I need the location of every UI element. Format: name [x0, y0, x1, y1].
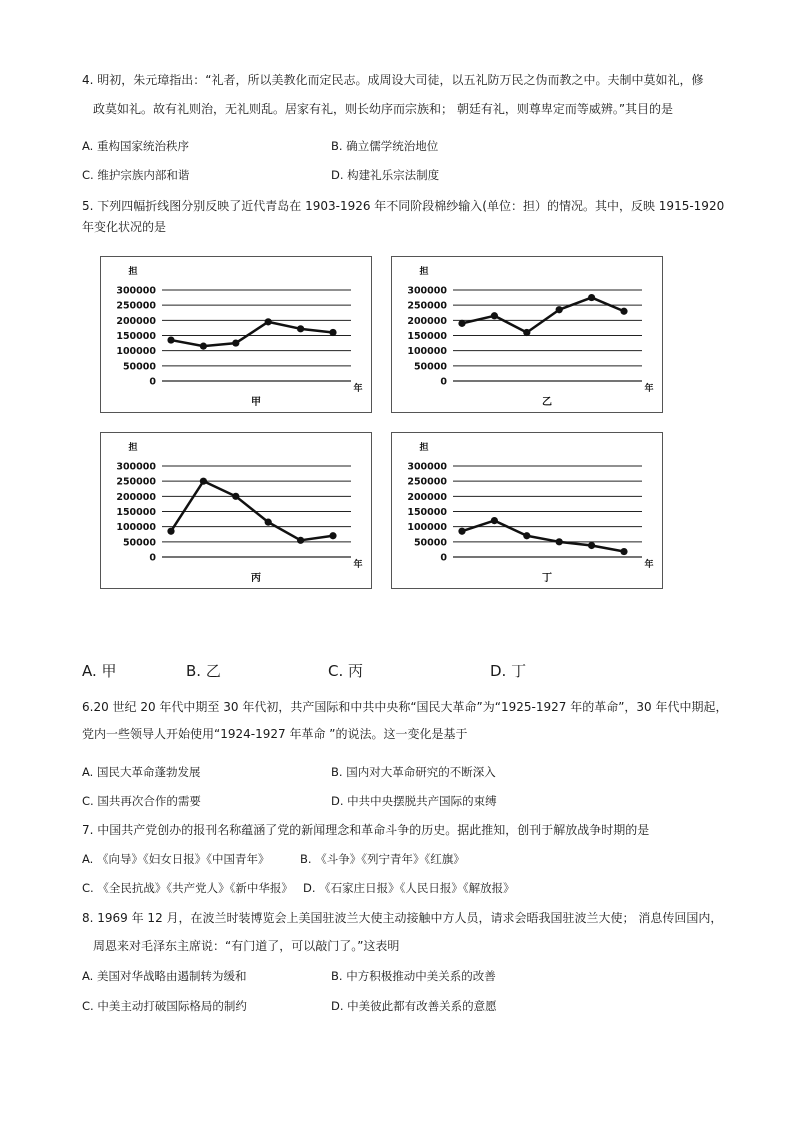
q7-option-c[interactable]: C. 《全民抗战》《共产党人》《新中华报》: [82, 881, 293, 895]
data-point: [329, 532, 336, 539]
data-point: [523, 532, 530, 539]
q8-stem-line1: 8. 1969 年 12 月，在波兰时装博览会上美国驻波兰大使主动接触中方人员，请求会晤我国驻波兰大使； 消息传回国内，: [82, 911, 723, 925]
y-tick-label: 100000: [116, 346, 156, 358]
y-tick-label: 100000: [407, 522, 447, 534]
data-point: [200, 343, 207, 350]
q6-stem-line1: 6.20 世纪 20 年代中期至 30 年代初，共产国际和中共中央称“国民大革命”为“1925-1927 年的革命”，30 年代中期起，: [82, 700, 728, 714]
y-tick-label: 200000: [407, 315, 447, 327]
data-point: [556, 538, 563, 545]
series-line: [171, 481, 333, 540]
q4-stem-line1: 4. 明初，朱元璋指出：“礼者，所以美教化而定民志。成周设大司徒，以五礼防万民之伪而教之中。夫制中莫如礼，修: [82, 73, 704, 87]
data-point: [491, 312, 498, 319]
y-tick-label: 150000: [116, 331, 156, 342]
chart-yi: [391, 256, 663, 413]
chart-bing-svg: [101, 433, 373, 590]
chart-ding-svg: [392, 433, 664, 590]
data-point: [556, 306, 563, 313]
y-tick-label: 200000: [407, 491, 447, 503]
q5-option-c[interactable]: C. 丙: [328, 662, 364, 680]
q6-option-c[interactable]: C. 国共再次合作的需要: [82, 794, 201, 808]
data-point: [265, 318, 272, 325]
q8-option-a[interactable]: A. 美国对华战略由遏制转为缓和: [82, 969, 247, 983]
q8-option-c[interactable]: C. 中美主动打破国际格局的制约: [82, 999, 247, 1013]
y-tick-label: 300000: [407, 461, 447, 473]
y-tick-label: 300000: [407, 285, 447, 297]
q6-option-b[interactable]: B. 国内对大革命研究的不断深入: [331, 765, 496, 779]
chart-ding: [391, 432, 663, 589]
q4-stem-line2: 政莫如礼。故有礼则治，无礼则乱。居家有礼，则长幼序而宗族和； 朝廷有礼，则尊卑定而等威辨。”其目的是: [93, 102, 674, 116]
y-axis-unit: 担: [419, 443, 429, 453]
y-tick-label: 250000: [116, 300, 156, 312]
data-point: [620, 308, 627, 315]
q8-option-d[interactable]: D. 中美彼此都有改善关系的意愿: [331, 999, 497, 1013]
q7-stem-line1: 7. 中国共产党创办的报刊名称蕴涵了党的新闻理念和革命斗争的历史。据此推知，创刊于解放战争时期的是: [82, 823, 650, 837]
y-tick-label: 50000: [122, 361, 156, 373]
data-point: [232, 339, 239, 346]
data-point: [265, 519, 272, 526]
q6-option-d[interactable]: D. 中共中央摆脱共产国际的束缚: [331, 794, 497, 808]
data-point: [297, 325, 304, 332]
q4-option-c[interactable]: C. 维护宗族内部和谐: [82, 168, 190, 182]
series-line: [171, 322, 333, 346]
y-tick-label: 200000: [116, 491, 156, 503]
data-point: [167, 528, 174, 535]
q5-option-b[interactable]: B. 乙: [186, 662, 221, 680]
y-axis-unit: 担: [128, 443, 138, 453]
data-point: [458, 528, 465, 535]
y-tick-label: 200000: [116, 315, 156, 327]
y-tick-label: 100000: [116, 522, 156, 534]
y-tick-label: 50000: [122, 537, 156, 549]
q6-option-a[interactable]: A. 国民大革命蓬勃发展: [82, 765, 201, 779]
y-tick-label: 0: [440, 376, 447, 388]
q4-option-a[interactable]: A. 重构国家统治秩序: [82, 139, 189, 153]
y-tick-label: 150000: [407, 507, 447, 518]
data-point: [491, 517, 498, 524]
data-point: [167, 336, 174, 343]
y-tick-label: 50000: [413, 537, 447, 549]
data-point: [588, 294, 595, 301]
q8-option-b[interactable]: B. 中方积极推动中美关系的改善: [331, 969, 496, 983]
y-tick-label: 250000: [116, 476, 156, 488]
q4-option-d[interactable]: D. 构建礼乐宗法制度: [331, 168, 440, 182]
y-tick-label: 150000: [407, 331, 447, 342]
x-axis-unit: 年: [353, 384, 363, 394]
q7-option-d[interactable]: D. 《石家庄日报》《人民日报》《解放报》: [303, 881, 515, 895]
q4-option-b[interactable]: B. 确立儒学统治地位: [331, 139, 439, 153]
y-tick-label: 250000: [407, 476, 447, 488]
chart-yi-svg: [392, 257, 664, 414]
q5-option-d[interactable]: D. 丁: [490, 662, 527, 680]
q8-stem-line2: 周恩来对毛泽东主席说：“有门道了，可以敲门了。”这表明: [93, 939, 400, 953]
q5-stem-line2: 年变化状况的是: [82, 220, 167, 234]
y-axis-unit: 担: [419, 267, 429, 277]
data-point: [523, 329, 530, 336]
q6-stem-line2: 党内一些领导人开始使用“1924-1927 年革命 ”的说法。这一变化是基于: [82, 727, 468, 741]
y-tick-label: 0: [440, 552, 447, 564]
y-tick-label: 150000: [116, 507, 156, 518]
chart-jia-svg: [101, 257, 373, 414]
y-tick-label: 50000: [413, 361, 447, 373]
data-point: [588, 542, 595, 549]
y-tick-label: 300000: [116, 285, 156, 297]
y-tick-label: 0: [149, 552, 156, 564]
q7-option-b[interactable]: B. 《斗争》《列宁青年》《红旗》: [300, 852, 465, 866]
chart-caption: 甲: [251, 397, 261, 408]
chart-caption: 丁: [542, 573, 552, 584]
x-axis-unit: 年: [644, 560, 654, 570]
chart-caption: 丙: [251, 573, 261, 584]
chart-bing: [100, 432, 372, 589]
data-point: [620, 548, 627, 555]
q5-option-a[interactable]: A. 甲: [82, 662, 117, 680]
q7-option-a[interactable]: A. 《向导》《妇女日报》《中国青年》: [82, 852, 270, 866]
q5-stem-line1: 5. 下列四幅折线图分别反映了近代青岛在 1903-1926 年不同阶段棉纱输入(单位：担）的情况。其中，反映 1915-1920: [82, 199, 725, 213]
series-line: [462, 521, 624, 552]
data-point: [200, 478, 207, 485]
y-tick-label: 250000: [407, 300, 447, 312]
data-point: [329, 329, 336, 336]
y-tick-label: 0: [149, 376, 156, 388]
y-tick-label: 300000: [116, 461, 156, 473]
series-line: [462, 298, 624, 333]
y-tick-label: 100000: [407, 346, 447, 358]
x-axis-unit: 年: [644, 384, 654, 394]
data-point: [232, 493, 239, 500]
data-point: [458, 320, 465, 327]
y-axis-unit: 担: [128, 267, 138, 277]
chart-jia: [100, 256, 372, 413]
data-point: [297, 537, 304, 544]
chart-caption: 乙: [542, 397, 552, 408]
x-axis-unit: 年: [353, 560, 363, 570]
